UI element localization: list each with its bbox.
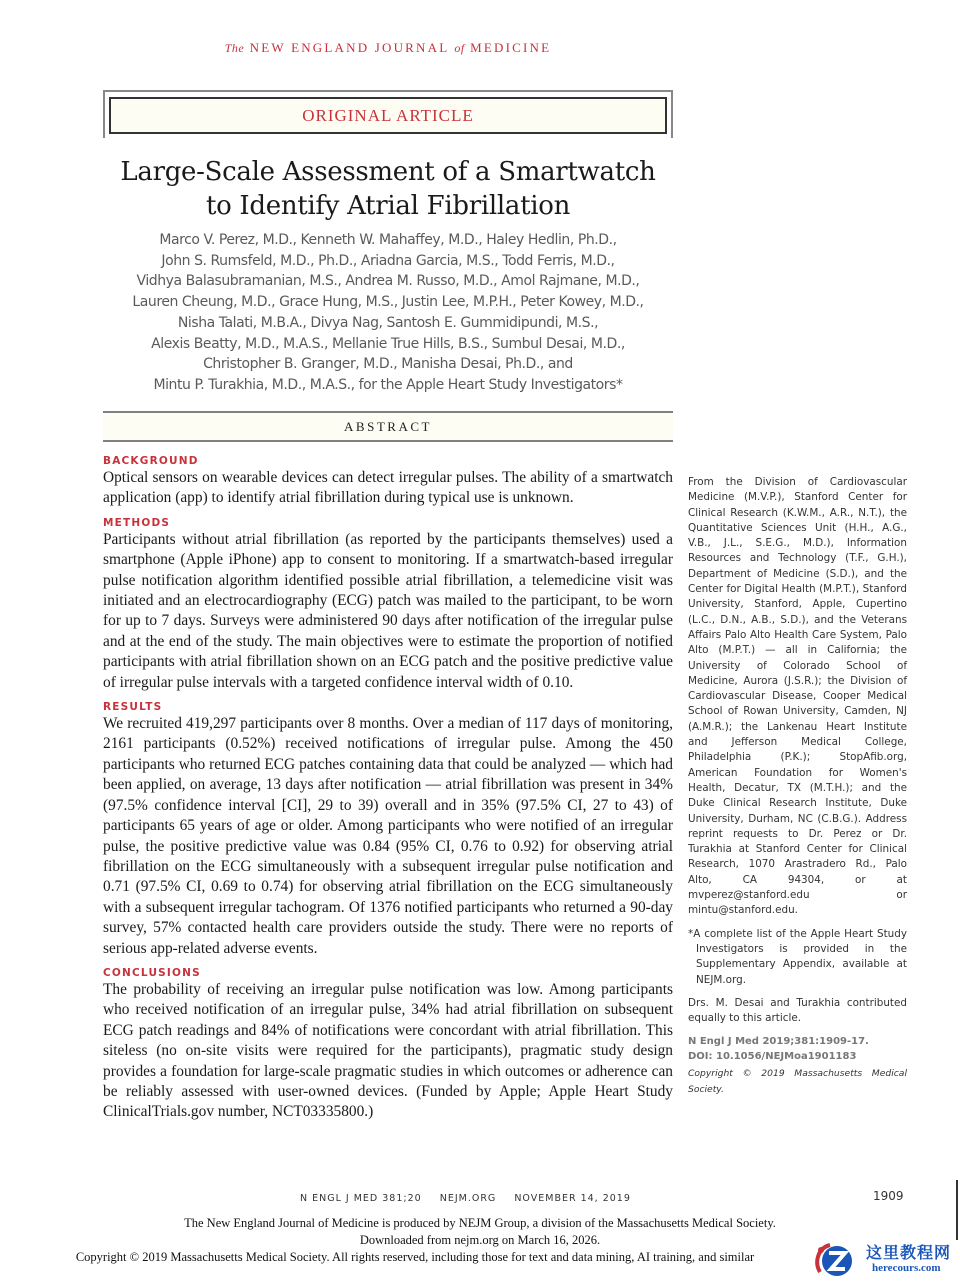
author-line: Nisha Talati, M.B.A., Divya Nag, Santosh E. Gummidipundi, M.S.,	[177, 314, 599, 331]
author-list	[103, 230, 673, 396]
watermark-logo-icon	[814, 1242, 856, 1280]
section-label: CONCLUSIONS	[103, 966, 201, 979]
watermark-en-text: herecours.com	[872, 1262, 941, 1274]
abstract-heading-bar	[103, 411, 673, 442]
copyright-note: Copyright © 2019 Massachusetts Medical Society.	[688, 1068, 907, 1095]
author-line: John S. Rumsfeld, M.D., Ph.D., Ariadna Garcia, M.S., Todd Ferris, M.D.,	[161, 252, 615, 269]
download-notice-line-1: The New England Journal of Medicine is produced by NEJM Group, a division of the Massachusetts Medical Society.	[184, 1216, 776, 1230]
doi-link[interactable]: DOI: 10.1056/NEJMoa1901183	[688, 1051, 857, 1063]
journal-reference: N ENGL J MED 381;20	[300, 1193, 422, 1204]
article-title	[103, 155, 673, 223]
download-notice-line-2: Downloaded from nejm.org on March 16, 2026.	[359, 1233, 601, 1247]
abstract-section-methods	[103, 516, 673, 693]
sidebar-notes	[688, 475, 907, 1105]
masthead-name1: NEW ENGLAND JOURNAL	[249, 40, 449, 55]
issue-date: NOVEMBER 14, 2019	[514, 1193, 631, 1204]
download-notice-line-3: Copyright © 2019 Massachusetts Medical Society. All rights reserved, including those for text and data mining, AI training, and similar	[75, 1250, 755, 1264]
masthead-of: of	[454, 41, 465, 55]
author-line: Marco V. Perez, M.D., Kenneth W. Mahaffey, M.D., Haley Hedlin, Ph.D.,	[159, 232, 617, 248]
section-label: RESULTS	[103, 701, 163, 714]
author-line: Lauren Cheung, M.D., Grace Hung, M.S., Justin Lee, M.P.H., Peter Kowey, M.D.,	[132, 294, 644, 311]
investigators-note: *A complete list of the Apple Heart Study Investigators is provided in the Supplementary Appendix, available at NEJM.org.	[688, 927, 907, 986]
author-line: Christopher B. Granger, M.D., Manisha Desai, Ph.D., and	[203, 356, 573, 373]
page-edge-rule	[956, 1180, 958, 1240]
section-text: Optical sensors on wearable devices can detect irregular pulses. The ability of a smartwatch application (app) to identify atrial fibrillation during typical use is unknown.	[103, 469, 673, 507]
affiliations: From the Division of Cardiovascular Medicine (M.V.P.), Stanford Center for Clinical Research (K.W.M., A.R., N.T.), the Quantitative Sciences Unit (H.H., A.G., V.B., J.L., S.E.G., M.D.), Information Resources and Technology (T.F., G.H.), Department of Medicine (S.D.), and the Center for Digital Health (M.P.T.), Stanford University, Stanford, Apple, Cupertino (L.C., D.N., A.B., S.D.), and the Veterans Affairs Palo Alto Health Care System, Palo Alto (M.P.T.) — all in California; the University of Colorado School of Medicine, Aurora (J.S.R.); the Division of Cardiovascular Disease, Cooper Medical School of Rowan University, Camden, NJ (A.M.R.); the Lankenau Heart Institute and Jefferson Medical College, Philadelphia (P.K.); StopAfib.org, American Foundation for Women's Health, Decatur, TX (M.T.H.); and the Duke Clinical Research Institute, Duke University, Durham, NC (C.B.G.). Address reprint requests to Dr. Perez or Dr. Turakhia at Stanford Center for Clinical Research, 1070 Arastradero Rd., Palo Alto, CA 94304, or at mvperez@stanford.edu or mintu@stanford.edu.	[688, 476, 907, 917]
abstract-section-background	[103, 454, 673, 509]
section-label: METHODS	[103, 516, 171, 529]
journal-masthead	[0, 40, 776, 56]
abstract-body	[103, 454, 673, 1130]
author-line: Alexis Beatty, M.D., M.A.S., Mellanie True Hills, B.S., Sumbul Desai, M.D.,	[151, 335, 625, 352]
abstract-section-conclusions	[103, 966, 673, 1123]
equal-contribution-note: Drs. M. Desai and Turakhia contributed equally to this article.	[688, 996, 907, 1025]
section-text: We recruited 419,297 participants over 8 months. Over a median of 117 days of monitoring, 2161 participants (0.52%) received notifications of irregular pulse. Among the 450 participants who returned ECG patches containing data that could be analyzed — which had been applied, on average, 13 days after notification — atrial fibrillation was present in 34% (97.5% confidence interval [CI], 29 to 39) overall and in 35% (97.5% CI, 27 to 43) of participants 65 years of age or older. Among participants who were notified of an irregular pulse, the positive predictive value was 0.84 (95% CI, 0.76 to 0.92) for observing atrial fibrillation on the ECG simultaneously with a subsequent irregular pulse notification and 0.71 (97.5% CI, 0.69 to 0.74) for observing atrial fibrillation on the ECG simultaneously with a subsequent irregular tachogram. Of 1376 notified participants who returned a 90-day survey, 57% contacted health care providers outside the study. There were no reports of serious app-related adverse events.	[103, 715, 673, 957]
abstract-section-results	[103, 700, 673, 959]
section-text: Participants without atrial fibrillation (as reported by the participants themselves) used a smartphone (Apple iPhone) app to consent to monitoring. If a smartwatch-based irregular pulse notification algorithm identified possible atrial fibrillation, a telemedicine visit was initiated and an electrocardiography (ECG) patch was mailed to the participant, to be worn for up to 7 days. Surveys were administered 90 days after notification of the irregular pulse and at the end of the study. The main objectives were to estimate the proportion of notified participants with atrial fibrillation shown on an ECG patch and the positive predictive value of irregular pulse intervals with a targeted confidence interval width of 0.10.	[103, 530, 673, 691]
author-line: Vidhya Balasubramanian, M.S., Andrea M. Russo, M.D., Amol Rajmane, M.D.,	[136, 273, 640, 290]
masthead-the: The	[224, 41, 245, 55]
abstract-heading: ABSTRACT	[344, 418, 432, 434]
page-number: 1909	[873, 1189, 904, 1203]
article-type-banner	[109, 97, 667, 134]
title-line-1: Large-Scale Assessment of a Smartwatch	[120, 157, 656, 187]
section-label: BACKGROUND	[103, 455, 199, 467]
article-type: ORIGINAL ARTICLE	[302, 105, 474, 125]
running-footer	[300, 1193, 645, 1204]
watermark-cn-text: 这里教程网	[866, 1243, 952, 1262]
citation: N Engl J Med 2019;381:1909-17.	[688, 1036, 869, 1048]
author-line: Mintu P. Turakhia, M.D., M.A.S., for the Apple Heart Study Investigators*	[153, 376, 623, 393]
masthead-name2: MEDICINE	[470, 40, 552, 55]
section-text: The probability of receiving an irregular pulse notification was low. Among participants who received notification of an irregular pulse, 34% had atrial fibrillation on subsequent ECG patch readings and 84% of notifications were concordant with atrial fibrillation. This siteless (no on-site visits were required for the participants), pragmatic study design provides a foundation for large-scale pragmatic studies in which outcomes or adherence can be reliably assessed with user-owned devices. (Funded by Apple; Apple Heart Study ClinicalTrials.gov number, NCT03335800.)	[103, 980, 673, 1121]
title-line-2: to Identify Atrial Fibrillation	[205, 191, 571, 221]
journal-site: NEJM.ORG	[439, 1193, 497, 1204]
